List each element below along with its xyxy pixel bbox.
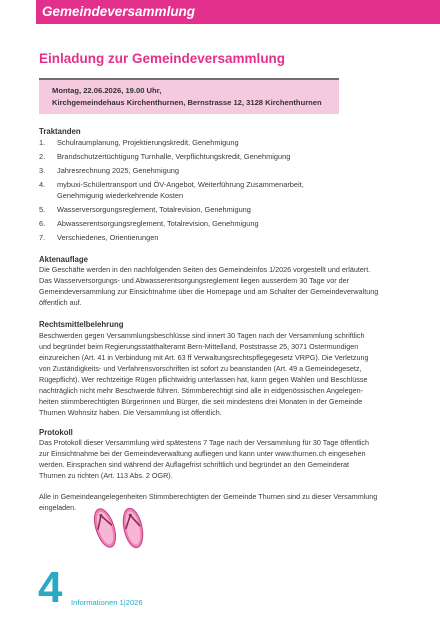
rechtsmittel-heading: Rechtsmittelbelehrung xyxy=(39,320,124,329)
paragraph-line: öffentlich auf. xyxy=(39,298,82,307)
list-item-number: 5. xyxy=(39,205,46,214)
paragraph-line: und begründet beim Regierungsstatthalteramt Bern-Mittelland, Poststrasse 25, 3071 Ostermundigen xyxy=(39,342,359,351)
list-item: Abwasserentsorgungsreglement, Totalrevision, Genehmigung xyxy=(57,219,259,228)
list-item-number: 3. xyxy=(39,166,46,175)
paragraph-line: nachträglich nicht mehr Beschwerde führen. Stimmberechtigt sind alle in eidgenössischen Angelegen- xyxy=(39,386,364,395)
page-number: 4 xyxy=(38,563,63,612)
list-item: Schulraumplanung, Projektierungskredit, Genehmigung xyxy=(57,138,239,147)
list-item-number: 7. xyxy=(39,233,46,242)
paragraph-line: werden. Einsprachen sind während der Auflagefrist schriftlich und begründet an den Gemeinderat xyxy=(39,460,350,469)
section-header-bar xyxy=(36,0,440,24)
list-item-number: 4. xyxy=(39,180,46,189)
paragraph-line: Alle in Gemeindeangelegenheiten Stimmberechtigten der Gemeinde Thurnen sind zu dieser Versammlung xyxy=(39,492,378,501)
list-item: Verschiedenes, Orientierungen xyxy=(57,233,159,242)
meeting-date: Montag, 22.06.2026, 19.00 Uhr, xyxy=(52,86,162,95)
publication-label: Informationen 1|2026 xyxy=(71,598,143,607)
paragraph-line: Rügepflicht). Wer rechtzeitige Rügen pflichtwidrig unterlassen hat, kann gegen Wahlen und Beschlüsse xyxy=(39,375,368,384)
paragraph-line: Beschwerden gegen Versammlungsbeschlüsse sind innert 30 Tagen nach der Versammlung schriftlich xyxy=(39,331,365,340)
list-item: mybuxi-Schülertransport und ÖV-Angebot, Weiterführung Zusammenarbeit, xyxy=(57,180,304,189)
paragraph-line: zur Einsichtnahme bei der Gemeindeverwaltung aufliegen und kann unter www.thurnen.ch eingesehen xyxy=(39,449,366,458)
paragraph-line: eingeladen. xyxy=(39,503,77,512)
list-item: Wasserversorgungsreglement, Totalrevision, Genehmigung xyxy=(57,205,251,214)
list-item-number: 6. xyxy=(39,219,46,228)
meeting-location: Kirchgemeindehaus Kirchenthurnen, Bernstrasse 12, 3128 Kirchenthurnen xyxy=(52,98,322,107)
paragraph-line: Thurnen Wohnsitz haben. Die Versammlung ist öffentlich. xyxy=(39,408,222,417)
paragraph-line: Die Geschäfte werden in den nachfolgenden Seiten des Gemeindeinfos 1/2026 vorgestellt und erläutert. xyxy=(39,265,371,274)
paragraph-line: Thurnen zu richten (Art. 113 Abs. 2 OGR). xyxy=(39,471,173,480)
page-title: Einladung zur Gemeindeversammlung xyxy=(39,51,286,66)
paragraph-line: einzureichen (Art. 41 in Verbindung mit Art. 63 ff Verwaltungsrechtspflegegesetz VRPG). Die Verletzung xyxy=(39,353,369,362)
section-title: Gemeindeversammlung xyxy=(42,4,196,19)
aktenauflage-heading: Aktenauflage xyxy=(39,255,88,264)
protokoll-heading: Protokoll xyxy=(39,428,73,437)
meeting-info-box xyxy=(39,78,339,114)
paragraph-line: Das Wasserversorgungs- und Abwasserentsorgungsreglement liegen ausserdem 30 Tage vor der xyxy=(39,276,350,285)
list-item-number: 2. xyxy=(39,152,46,161)
list-item-continuation: Genehmigung wiederkehrende Kosten xyxy=(57,191,184,200)
flip-flops-icon xyxy=(89,502,151,552)
paragraph-line: Gemeindeversammlung zur Einsichtnahme über die Homepage und am Schalter der Gemeindeverwaltung xyxy=(39,287,379,296)
traktanden-heading: Traktanden xyxy=(39,127,81,136)
list-item: Jahresrechnung 2025, Genehmigung xyxy=(57,166,180,175)
paragraph-line: von Zuständigkeits- und Verfahrensvorschriften ist sofort zu beanstanden (Art. 49 a Gemeindegesetz, xyxy=(39,364,362,373)
paragraph-line: Das Protokoll dieser Versammlung wird spätestens 7 Tage nach der Versammlung für 30 Tage öffentlich xyxy=(39,438,370,447)
list-item: Brandschutzertüchtigung Turnhalle, Verpflichtungskredit, Genehmigung xyxy=(57,152,291,161)
list-item-number: 1. xyxy=(39,138,46,147)
paragraph-line: heiten stimmberechtigten Bürgerinnen und Bürger, die seit mindestens drei Monaten in der Gemeinde xyxy=(39,397,363,406)
